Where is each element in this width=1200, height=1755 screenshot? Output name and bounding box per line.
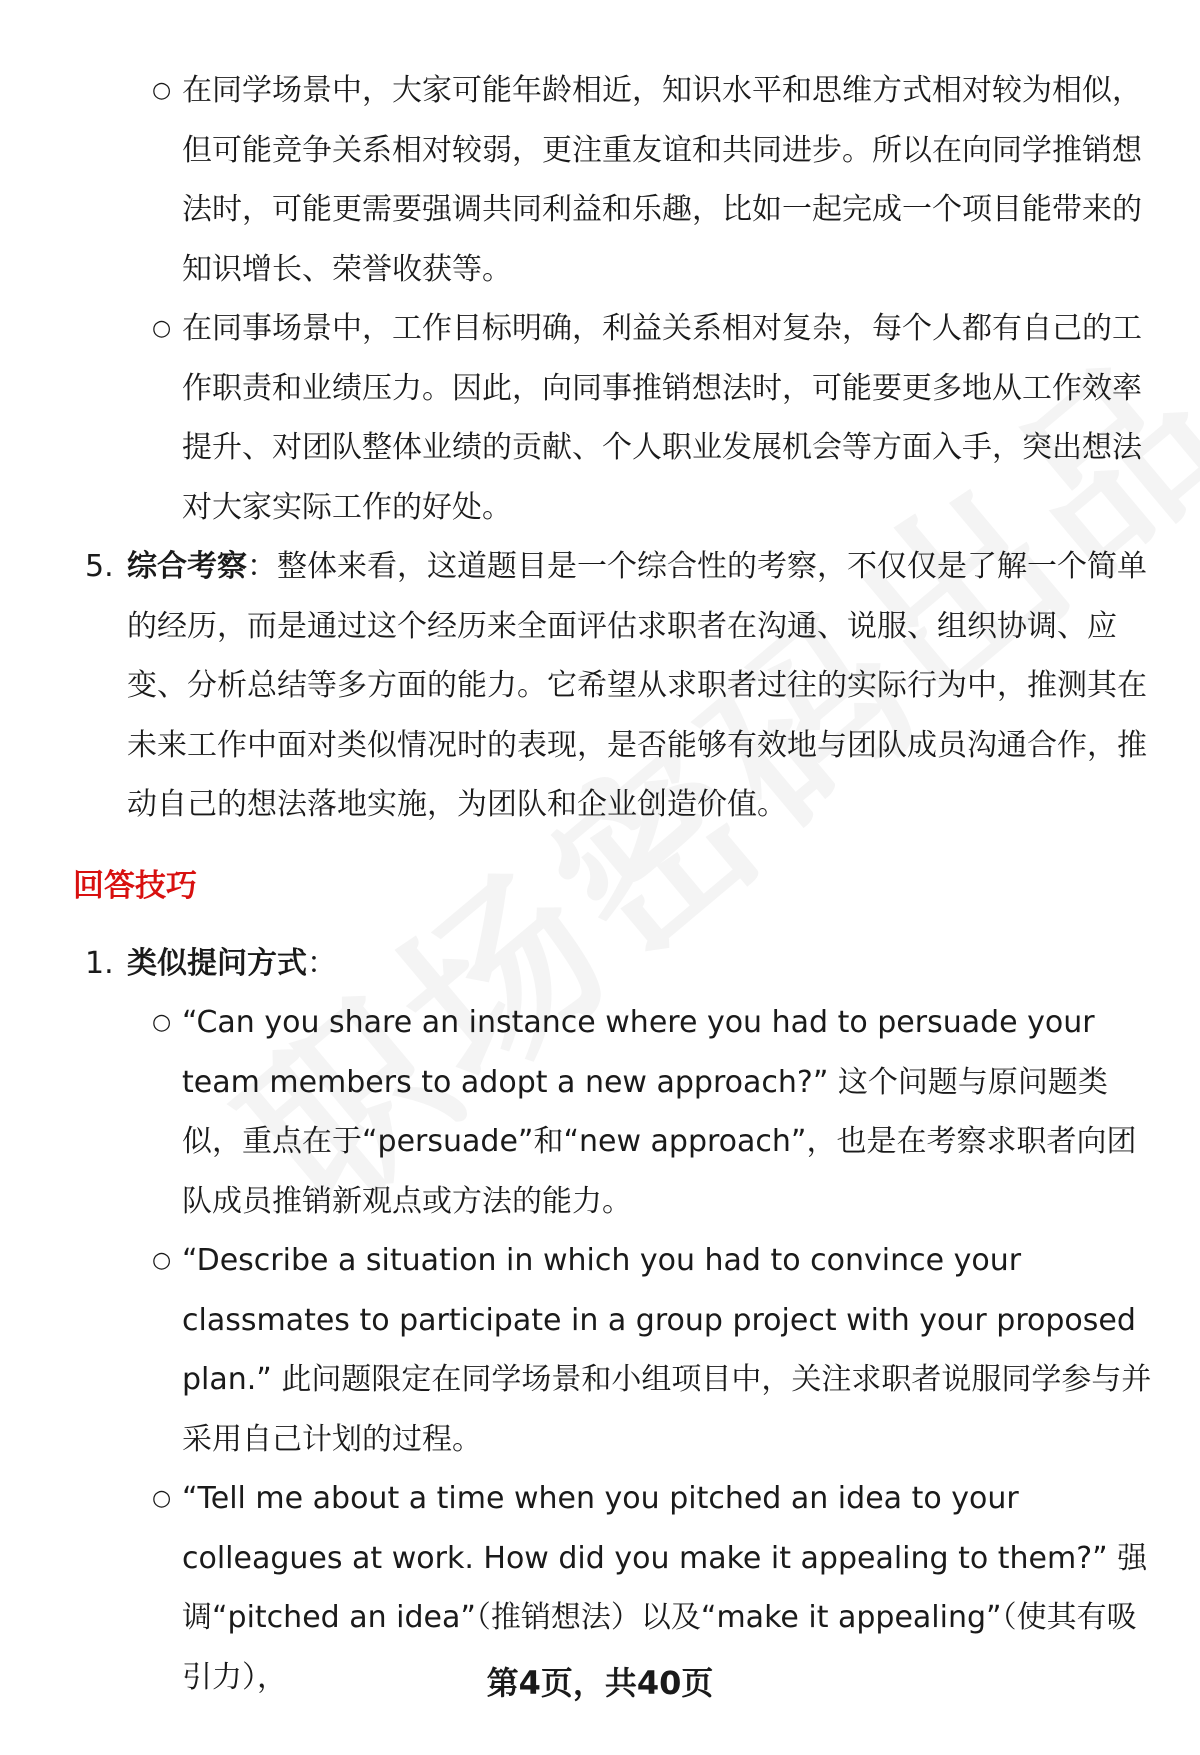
section-heading: 回答技巧 — [73, 868, 197, 904]
bullet-text: 在同事场景中，工作目标明确，利益关系相对复杂，每个人都有自己的工作职责和业绩压力。因此，向同事推销想法时，可能要更多地从工作效率提升、对团队整体业绩的贡献、个人职业发展机会等方面入手，突出想法对大家实际工作的好处。 — [182, 311, 1142, 525]
hollow-circle-bullet-icon: ○ — [152, 1486, 172, 1511]
bullet-text: “Can you share an instance where you had to persuade your team members to adopt a new approach?” 这个问题与原问题类似，重点在于“persuade”和“new approach”，也是在考察求职者向团队成员推销新观点或方法的能力。 — [182, 1005, 1137, 1219]
bullet-text: “Describe a situation in which you had to convince your classmates to participate in a group project with your proposed plan.” 此问题限定在同学场景和小组项目中，关注求职者说服同学参与并采用自己计划的过程。 — [182, 1243, 1152, 1457]
list-item — [152, 1231, 1162, 1469]
page-footer: 第4页，共40页 — [486, 1664, 714, 1702]
item-title: 综合考察 — [127, 549, 247, 584]
numbered-item-5 — [85, 537, 1157, 835]
item-number: 1. — [85, 946, 114, 981]
hollow-circle-bullet-icon: ○ — [152, 1248, 172, 1273]
item-colon: ： — [307, 946, 337, 981]
item-text: ：整体来看，这道题目是一个综合性的考察，不仅仅是了解一个简单的经历，而是通过这个经历来全面评估求职者在沟通、说服、组织协调、应变、分析总结等多方面的能力。它希望从求职者过往的实际行为中，推测其在未来工作中面对类似情况时的表现，是否能够有效地与团队成员沟通合作，推动自己的想法落地实施，为团队和企业创造价值。 — [127, 549, 1147, 822]
item-title: 类似提问方式 — [127, 946, 307, 981]
list-item — [152, 993, 1162, 1231]
bullet-text: “Tell me about a time when you pitched an idea to your colleagues at work. How did you make it appealing to them?” 强调“pitched an idea”（推销想法）以及“make it appealing”（使其有吸引力）， — [182, 1481, 1148, 1695]
list-item — [152, 299, 1162, 537]
hollow-circle-bullet-icon: ○ — [152, 316, 172, 341]
numbered-item-1 — [85, 934, 1157, 994]
bullet-text: 在同学场景中，大家可能年龄相近，知识水平和思维方式相对较为相似，但可能竞争关系相对较弱，更注重友谊和共同进步。所以在向同学推销想法时，可能更需要强调共同利益和乐趣，比如一起完成一个项目能带来的知识增长、荣誉收获等。 — [182, 73, 1142, 287]
hollow-circle-bullet-icon: ○ — [152, 78, 172, 103]
hollow-circle-bullet-icon: ○ — [152, 1010, 172, 1035]
list-item — [152, 61, 1162, 299]
item-number: 5. — [85, 549, 114, 584]
